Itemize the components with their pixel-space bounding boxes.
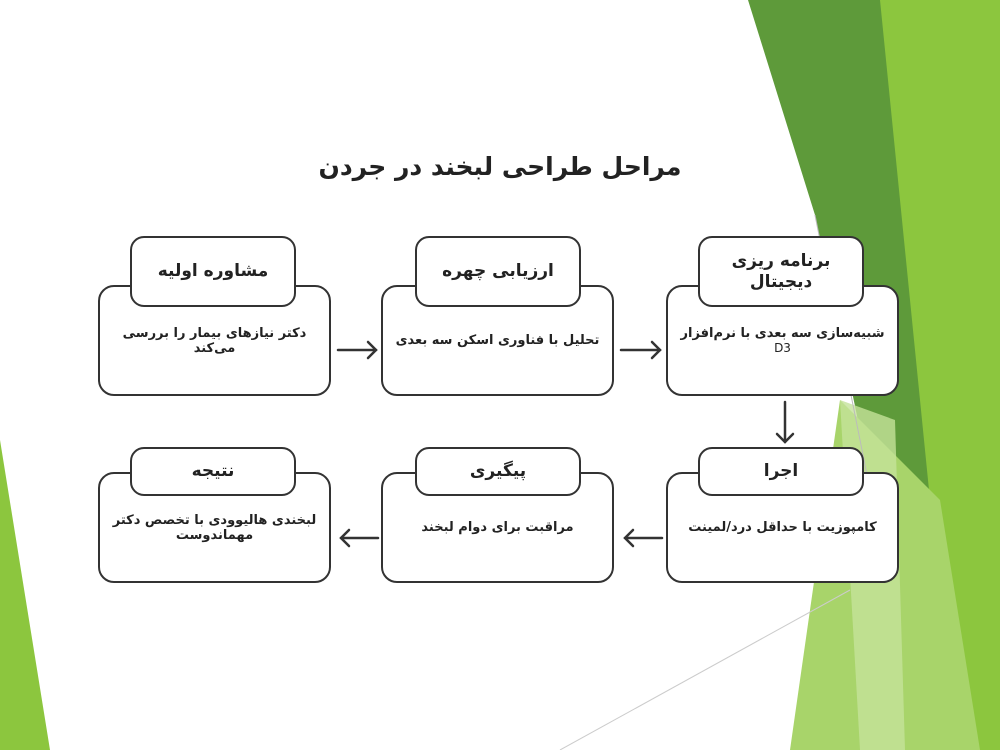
step-text: تحلیل با فناوری اسکن سه بعدی bbox=[381, 285, 614, 396]
step-title: اجرا bbox=[698, 447, 864, 496]
arrow-left-icon bbox=[625, 530, 662, 546]
step-title: نتیجه bbox=[130, 447, 296, 496]
step-text: مراقبت برای دوام لبخند bbox=[381, 472, 614, 583]
arrow-left-icon bbox=[341, 530, 378, 546]
step-text: شبیه‌سازی سه بعدی با نرم‌افزار bbox=[680, 326, 885, 341]
step-text: لبخندی هالیوودی با تخصص دکتر مهماندوست bbox=[98, 472, 331, 583]
slide-title: مراحل طراحی لبخند در جردن bbox=[318, 152, 682, 181]
arrow-down-icon bbox=[777, 402, 793, 442]
step-subtext: D3 bbox=[774, 341, 791, 355]
step-title: ارزیابی چهره bbox=[415, 236, 581, 307]
arrow-right-icon bbox=[338, 342, 376, 358]
step-title: پیگیری bbox=[415, 447, 581, 496]
step-title: مشاوره اولیه bbox=[130, 236, 296, 307]
step-text: کامپوزیت با حداقل درد/لمینت bbox=[666, 472, 899, 583]
arrow-right-icon bbox=[621, 342, 660, 358]
step-title: برنامه ریزی دیجیتال bbox=[698, 236, 864, 307]
step-text: دکتر نیازهای بیمار را بررسی می‌کند bbox=[98, 285, 331, 396]
